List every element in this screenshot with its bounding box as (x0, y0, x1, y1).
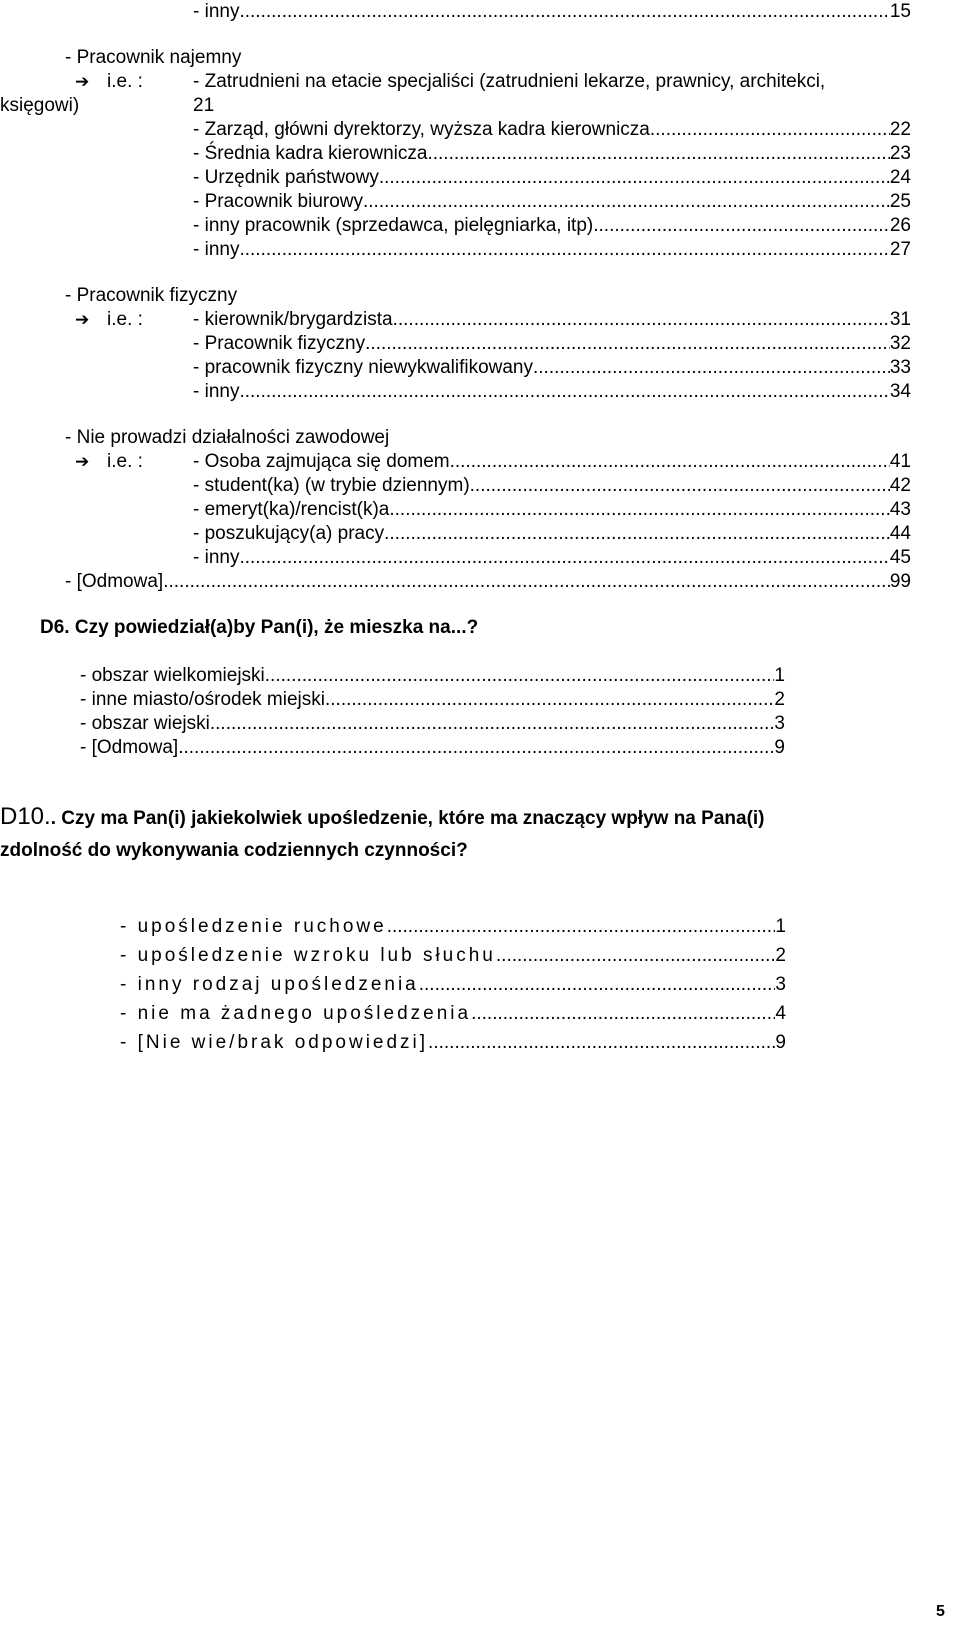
option-row: - emeryt(ka)/rencist(k)a ..... 43 (193, 498, 911, 522)
arrow-right-icon: ➔ (75, 452, 90, 471)
question-number: D10. (0, 803, 51, 830)
option-row: - student(ka) (w trybie dziennym) ..... 42 (193, 474, 911, 498)
section-heading: - Pracownik najemny (65, 47, 242, 68)
option-row: - inny rodzaj upośledzenia ..... 3 (120, 973, 786, 997)
question-text: . Czy ma Pan(i) jakiekolwiek upośledzenie, które ma znaczący wpływ na Pana(i) (50, 808, 765, 829)
ie-label: i.e. : (107, 309, 143, 330)
option-label-continued: księgowi) (0, 95, 80, 116)
option-row: - inny ..... 45 (193, 546, 911, 570)
option-row: - [Nie wie/brak odpowiedzi] ..... 9 (120, 1031, 786, 1055)
option-row: - Pracownik biurowy ..... 25 (193, 190, 911, 214)
ie-label: i.e. : (107, 71, 143, 92)
question-d10 (0, 800, 765, 836)
option-row: - inne miasto/ośrodek miejski ..... 2 (80, 688, 785, 712)
option-row: - kierownik/brygardzista ..... 31 (193, 308, 911, 332)
option-row: - obszar wielkomiejski ..... 1 (80, 664, 785, 688)
option-row: - Zarząd, główni dyrektorzy, wyższa kadra kierownicza ..... 22 (193, 118, 911, 142)
section-heading: - Nie prowadzi działalności zawodowej (65, 427, 390, 448)
option-row: - Urzędnik państwowy ..... 24 (193, 166, 911, 190)
option-row: - inny ..... 15 (193, 0, 911, 24)
option-row: - inny pracownik (sprzedawca, pielęgniarka, itp) ..... 26 (193, 214, 911, 238)
option-row: - upośledzenie wzroku lub słuchu ..... 2 (120, 944, 786, 968)
option-row: - inny ..... 34 (193, 380, 911, 404)
option-row: - Średnia kadra kierownicza ..... 23 (193, 142, 911, 166)
page-number: 5 (936, 1603, 945, 1620)
option-code: 21 (193, 95, 215, 116)
option-row: - [Odmowa] ..... 9 (80, 736, 785, 760)
arrow-right-icon: ➔ (75, 72, 90, 91)
ie-label: i.e. : (107, 451, 143, 472)
option-row: - upośledzenie ruchowe ..... 1 (120, 915, 786, 939)
option-row: - [Odmowa] ..... 99 (65, 570, 911, 594)
section-heading: - Pracownik fizyczny (65, 285, 238, 306)
arrow-right-icon: ➔ (75, 310, 90, 329)
option-row: - inny ..... 27 (193, 238, 911, 262)
question-d10-continued: zdolność do wykonywania codziennych czynności? (0, 840, 468, 861)
question-d6: D6. Czy powiedział(a)by Pan(i), że mieszka na...? (40, 617, 479, 638)
option-row: - Pracownik fizyczny ..... 32 (193, 332, 911, 356)
option-row: - Osoba zajmująca się domem ..... 41 (193, 450, 911, 474)
option-row: - obszar wiejski ..... 3 (80, 712, 785, 736)
option-row: - pracownik fizyczny niewykwalifikowany ..... 33 (193, 356, 911, 380)
option-label: - Zatrudnieni na etacie specjaliści (zatrudnieni lekarze, prawnicy, architekci, (193, 71, 826, 92)
option-row: - poszukujący(a) pracy ..... 44 (193, 522, 911, 546)
option-row: - nie ma żadnego upośledzenia ..... 4 (120, 1002, 786, 1026)
